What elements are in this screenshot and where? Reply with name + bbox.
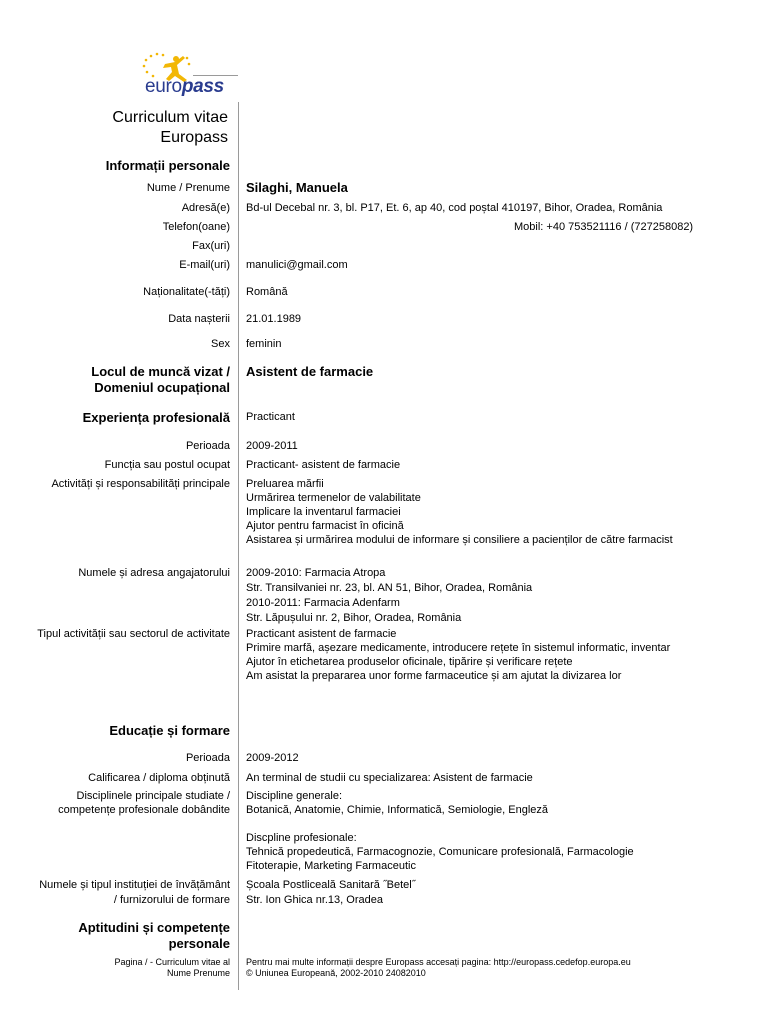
mobile-value: Mobil: +40 753521116 / (727258082) — [514, 221, 694, 233]
footer-name-label: Nume Prenume — [166, 968, 230, 978]
name-value: Silaghi, Manuela — [246, 180, 348, 195]
education-period-value: 2009-2012 — [246, 752, 299, 764]
list-item: Str. Lăpușului nr. 2, Bihor, Oradea, România — [246, 612, 462, 624]
list-item: Preluarea mărfii — [246, 478, 324, 490]
sex-value: feminin — [246, 338, 282, 350]
experience-period-label: Perioada — [185, 440, 230, 452]
footer-info-link[interactable]: Pentru mai multe informații despre Europass accesați pagina: http://europass.cedefop.europa.eu — [246, 957, 631, 967]
sector-list — [246, 627, 670, 683]
list-item: Școala Postliceală Sanitară ˝Betel˝ — [246, 879, 416, 891]
cv-title: Curriculum vitae — [112, 109, 228, 126]
desired-job-label: Locul de muncă vizat / — [91, 364, 230, 379]
section-personal-info: Informații personale — [105, 158, 230, 173]
list-item: Am asistat la prepararea unor forme farmaceutice și am ajutat la divizarea lor — [246, 670, 622, 682]
experience-period-value: 2009-2011 — [246, 440, 298, 452]
birthdate-value: 21.01.1989 — [246, 313, 302, 325]
email-label: E-mail(uri) — [179, 259, 230, 271]
name-label: Nume / Prenume — [146, 182, 230, 194]
institution-label-line1: Numele și tipul instituției de învățământ — [39, 879, 230, 891]
experience-heading-value: Practicant — [246, 411, 295, 423]
position-value: Practicant- asistent de farmacie — [246, 459, 401, 471]
subjects-label-line2: competențe profesionale dobândite — [58, 804, 230, 816]
institution-list — [246, 878, 415, 908]
sector-label: Tipul activității sau sectorul de activitate — [37, 628, 230, 640]
section-education: Educație și formare — [109, 723, 230, 738]
diploma-label: Calificarea / diploma obținută — [88, 772, 230, 784]
desired-job-value: Asistent de farmacie — [246, 364, 374, 379]
list-item: Urmărirea termenelor de valabilitate — [246, 492, 421, 504]
list-item: Implicare la inventarul farmaciei — [246, 506, 401, 518]
nationality-label: Naționalitate(-tăți) — [143, 286, 230, 298]
list-item: Str. Ion Ghica nr.13, Oradea — [246, 894, 383, 906]
list-item: Str. Transilvaniei nr. 23, bl. AN 51, Bihor, Oradea, România — [246, 582, 533, 594]
employer-label: Numele și adresa angajatorului — [78, 567, 230, 579]
list-item: Practicant asistent de farmacie — [246, 628, 397, 640]
phone-label: Telefon(oane) — [162, 221, 230, 233]
subjects-label-line1: Disciplinele principale studiate / — [76, 790, 230, 802]
list-item: Asistarea și urmărirea modului de informare și consiliere a pacienților de către farmacist — [246, 534, 673, 546]
fax-label: Fax(uri) — [192, 240, 230, 252]
column-divider — [238, 102, 239, 990]
email-value[interactable]: manulici@gmail.com — [246, 259, 348, 271]
list-item: Discpline profesionale: — [246, 832, 357, 844]
list-item: Ajutor pentru farmacist în oficină — [246, 520, 404, 532]
list-item: Fitoterapie, Marketing Farmaceutic — [246, 860, 416, 872]
position-label: Funcția sau postul ocupat — [104, 459, 230, 471]
section-skills-line1: Aptitudini și competențe — [78, 920, 230, 935]
activities-label: Activități și responsabilități principale — [51, 478, 230, 490]
education-period-label: Perioada — [185, 752, 230, 764]
sex-label: Sex — [211, 338, 230, 350]
list-item: 2009-2010: Farmacia Atropa — [246, 567, 386, 579]
logo-divider — [193, 75, 238, 76]
activities-list — [246, 477, 673, 547]
institution-label-line2: / furnizorului de formare — [113, 894, 230, 906]
list-item: Tehnică propedeutică, Farmacognozie, Comunicare profesională, Farmacologie — [246, 846, 634, 858]
address-value: Bd-ul Decebal nr. 3, bl. P17, Et. 6, ap 40, cod poștal 410197, Bihor, Oradea, România — [246, 202, 663, 214]
occupational-field-label: Domeniul ocupațional — [94, 380, 230, 395]
nationality-value: Română — [246, 286, 288, 298]
employer-list — [246, 566, 532, 626]
cv-subtitle: Europass — [160, 129, 228, 146]
list-item: 2010-2011: Farmacia Adenfarm — [246, 597, 400, 609]
birthdate-label: Data nașterii — [168, 313, 230, 325]
list-spacer — [246, 817, 634, 831]
list-item: Discipline generale: — [246, 790, 342, 802]
footer-copyright: © Uniunea Europeană, 2002-2010 24082010 — [246, 968, 426, 978]
subjects-list — [246, 789, 634, 873]
list-item: Ajutor în etichetarea produselor oficinale, tipărire și verificare rețete — [246, 656, 573, 668]
list-item: Primire marfă, așezare medicamente, introducere rețete în sistemul informatic, inventar — [246, 642, 671, 654]
address-label: Adresă(e) — [181, 202, 230, 214]
section-experience: Experiența profesională — [82, 410, 230, 425]
diploma-value: An terminal de studii cu specializarea: Asistent de farmacie — [246, 772, 533, 784]
footer-page-label: Pagina / - Curriculum vitae al — [114, 957, 230, 967]
list-item: Botanică, Anatomie, Chimie, Informatică, Semiologie, Engleză — [246, 804, 549, 816]
europass-wordmark: europass — [145, 76, 224, 97]
section-skills-line2: personale — [168, 936, 230, 951]
europass-logo — [133, 50, 245, 100]
